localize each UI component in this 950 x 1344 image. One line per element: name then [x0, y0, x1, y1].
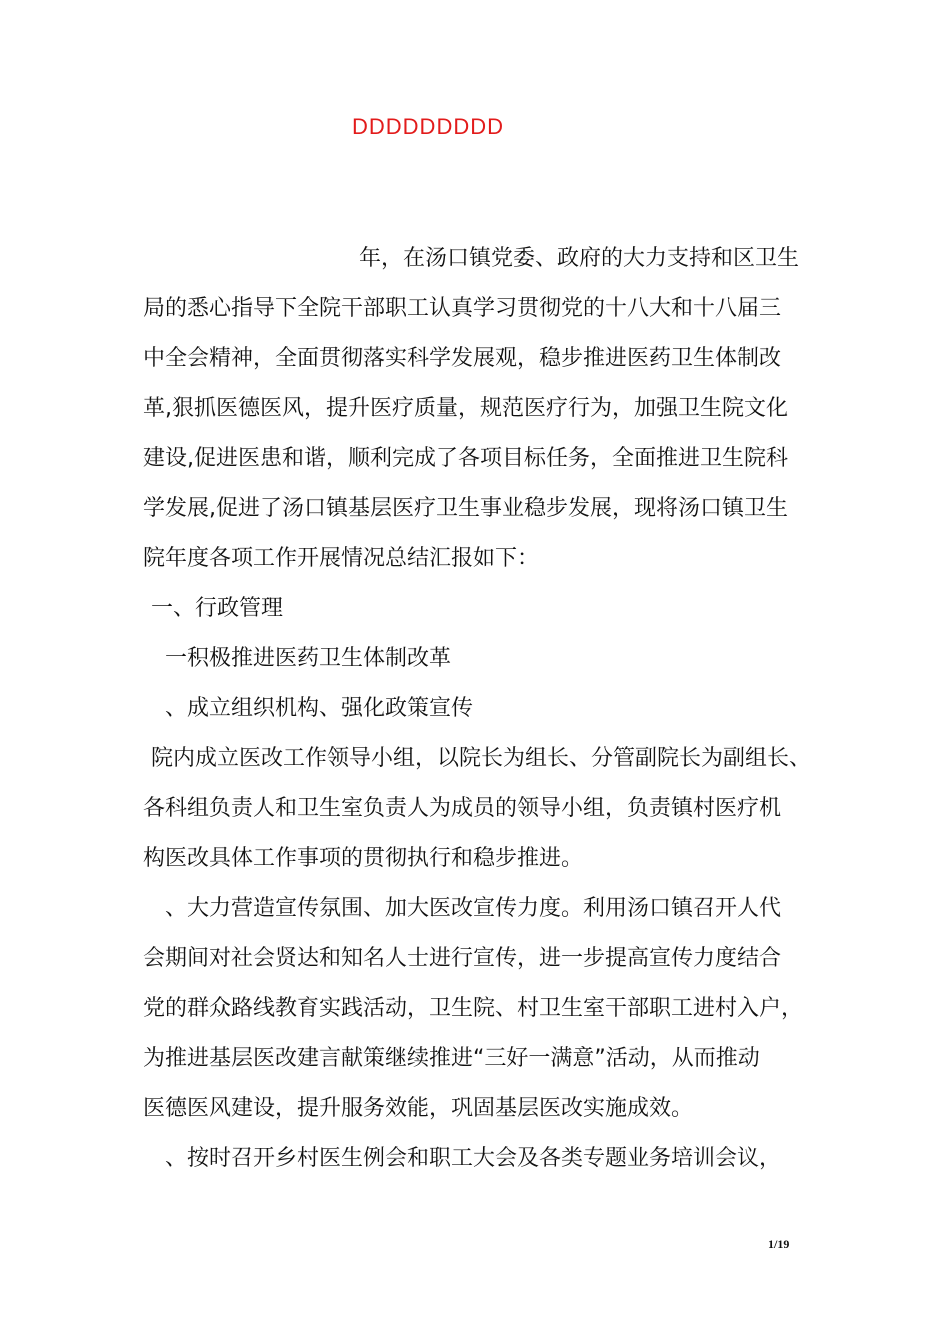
section-heading: 一、行政管理: [151, 596, 284, 621]
paragraph-line: 院内成立医改工作领导小组，以院长为组长、分管副院长为副组长、: [151, 746, 812, 771]
paragraph-line: 构医改具体工作事项的贯彻执行和稳步推进。: [143, 846, 584, 871]
paragraph-line: 年，在汤口镇党委、政府的大力支持和区卫生: [359, 246, 800, 271]
paragraph-line: 会期间对社会贤达和知名人士进行宣传，进一步提高宣传力度结合: [143, 946, 782, 971]
paragraph-line: 党的群众路线教育实践活动，卫生院、村卫生室干部职工进村入户，: [143, 996, 804, 1021]
paragraph-line: 院年度各项工作开展情况总结汇报如下：: [143, 546, 540, 571]
paragraph-line: 革,狠抓医德医风，提升医疗质量，规范医疗行为，加强卫生院文化: [143, 396, 788, 421]
paragraph-line: 局的悉心指导下全院干部职工认真学习贯彻党的十八大和十八届三: [143, 296, 782, 321]
paragraph-line: 各科组负责人和卫生室负责人为成员的领导小组，负责镇村医疗机: [143, 796, 782, 821]
paragraph-line: 、大力营造宣传氛围、加大医改宣传力度。利用汤口镇召开人代: [165, 896, 782, 921]
document-body: [143, 234, 833, 1184]
subsection-heading: 一积极推进医药卫生体制改革: [165, 646, 452, 671]
paragraph-line: 学发展,促进了汤口镇基层医疗卫生事业稳步发展，现将汤口镇卫生: [143, 496, 788, 521]
document-title: DDDDDDDDD: [352, 114, 504, 139]
paragraph-line: 、按时召开乡村医生例会和职工大会及各类专题业务培训会议，: [165, 1146, 782, 1171]
page-number: 1/19: [768, 1237, 790, 1251]
paragraph-line: 医德医风建设，提升服务效能，巩固基层医改实施成效。: [143, 1096, 694, 1121]
paragraph-line: 为推进基层医改建言献策继续推进“三好一满意”活动，从而推动: [143, 1046, 760, 1071]
paragraph-line: 建设,促进医患和谐，顺利完成了各项目标任务，全面推进卫生院科: [143, 446, 788, 471]
paragraph-line: 中全会精神，全面贯彻落实科学发展观，稳步推进医药卫生体制改: [143, 346, 782, 371]
item-heading: 、成立组织机构、强化政策宣传: [165, 696, 474, 721]
